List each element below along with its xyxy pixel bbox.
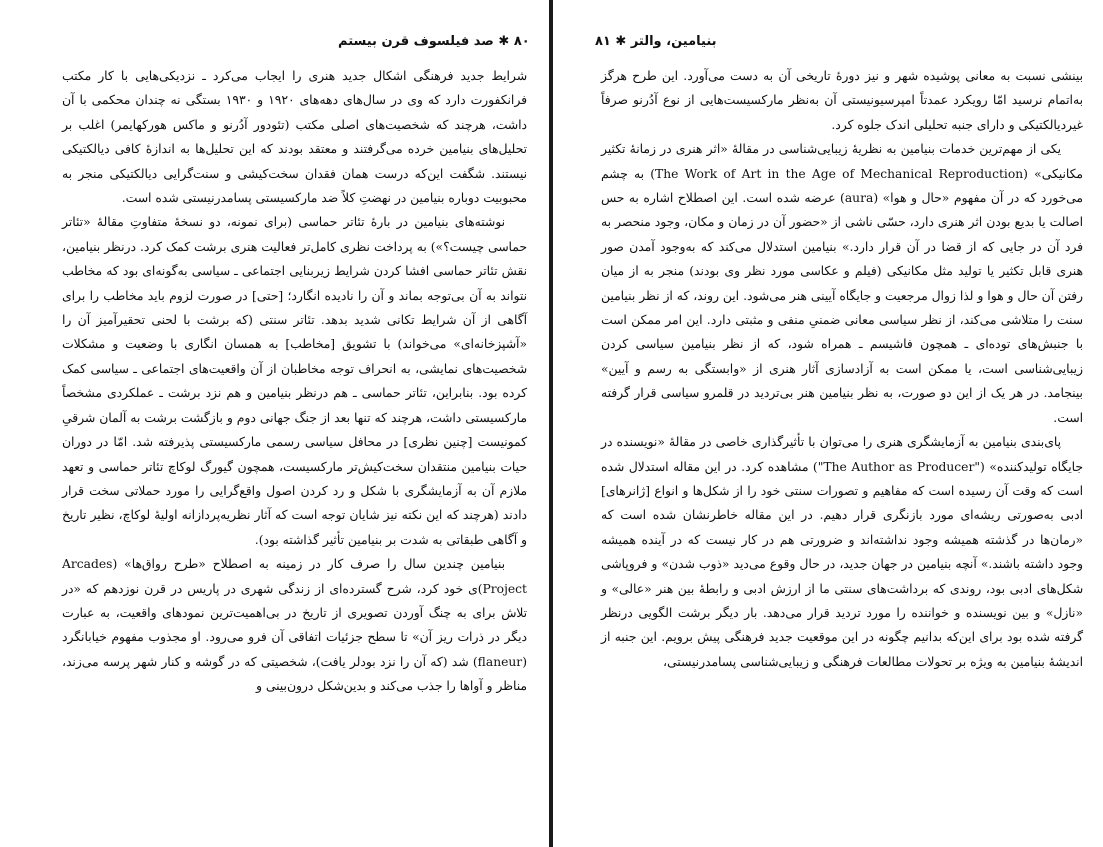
paragraph: بینشی نسبت به معانی پوشیده شهر و نیز دورهٔ تاریخی آن به دست می‌آورد. این طرح هرگز به‌اتمام نرسید امّا رویکرد عمدتاً امپرسیونیستی آن به‌نظر مارکسیست‌هایی از نوع آدُرنو صرفاً غیردیالکتیکی و دارای جنبه تحلیلی اندک جلوه کرد. bbox=[601, 69, 1083, 132]
paragraph: شرایط جدید فرهنگی اشکال جدید هنری را ایجاب می‌کرد ـ نزدیکی‌هایی با کار مکتب فرانکفورت دارد که وی در سال‌های دهه‌های ۱۹۲۰ و ۱۹۳۰ بستگی نه چندان محکمی با آن داشت، هرچند که شخصیت‌های اصلی مکتب (تئودور آدُرنو و ماکس هورکهایمر) اغلب بر تحلیل‌های بنیامین خرده می‌گرفتند و معتقد بودند که این تحلیل‌ها به اندازهٔ کافی دیالکتیکی نیستند. شگفت این‌که درست همان فقدان سخت‌کیشی و سنت‌گرایی دیالکتیکی منجر به محبوبیت دوباره بنیامین در نهضتِ کلاً ضد مارکسیستی پسامدرنیستی شده است. bbox=[62, 69, 527, 206]
paragraph: بنیامین چندین سال را صرف کار در زمینه به اصطلاح «طرح رواق‌ها» (Arcades Project)ی خود کرد، شرح گسترده‌ای از زندگی شهری در پاریس در قرن نوزدهم که «در تلاش برای به چنگ آوردن تصویری از تاریخ در بی‌اهمیت‌ترین نمودهای واقعیت، به عبارت دیگر در ذرات ریز آن» تا سطح جزئیات اتفاقی آن فرو می‌رود. او مجذوب مفهوم خیابانگرد (flaneur) شد (که آن را نزد بودلر یافت)، شخصیتی که در گوشه و کنار شهر پرسه می‌زند، مناظر و آواها را جذب می‌کند و بدین‌شکل درون‌بینی و bbox=[62, 557, 527, 694]
book-spine-divider bbox=[549, 0, 553, 847]
left-running-head: ۸۰ ✱ صد فیلسوف قرن بیستم bbox=[338, 34, 530, 49]
right-body-text bbox=[601, 64, 1083, 674]
right-page bbox=[555, 0, 1103, 847]
right-running-head: بنیامین، والتر ✱ ۸۱ bbox=[595, 34, 717, 49]
left-page bbox=[0, 0, 551, 847]
paragraph: نوشته‌های بنیامین در بارهٔ تئاتر حماسی (برای نمونه، دو نسخهٔ متفاوتِ مقالهٔ «تئاتر حماسی چیست؟») به پرداخت نظری کامل‌تر فعالیت هنری برشت کمک کرد. درنظر بنیامین، نقش تئاتر حماسی افشا کردن شرایط زیربنایی اجتماعی ـ سیاسی به‌گونه‌ای بود که مخاطب نتواند به آن بی‌توجه بماند و آن را نادیده انگارد؛ [حتی] در صورت لزوم باید مخاطب را برای آگاهی از آن شرایط تکانی شدید بدهد. تئاتر سنتی (که برشت با لحنی تحقیرآمیز آن را «آشپزخانه‌ای» می‌خواند) با تشویق [مخاطب] به همسان انگاری با وضعیت و مشکلات شخصیت‌های نمایشی، به انحراف توجه مخاطبان از آن واقعیت‌های اجتماعی ـ سیاسی کمک کرده بود. بنابراین، تئاتر حماسی ـ هم درنظر بنیامین و هم نزد برشت ـ عملکردی مشخصاً مارکسیستی داشت، هرچند که تنها بعد از جنگ جهانی دوم و بازگشت برشت به آلمان شرقیِ کمونیست [چنین نظری] در محافل سیاسی رسمی مارکسیستی پذیرفته شد. امّا در دوران حیات بنیامین منتقدان سخت‌کیش‌تر مارکسیست، همچون گیورگ لوکاچ تئاتر حماسی و تعهد ملازم آن به آزمایشگری با شکل و رد کردن اصول واقع‌گرایی را مورد حملاتی سخت قرار دادند (هرچند که این نکته نیز شایان توجه است که آثار نظریه‌پردازانه اولیهٔ لوکاچ، نظیر تاریخ و آگاهی طبقاتی به شدت بر بنیامین تأثیر گذاشته بود). bbox=[62, 215, 527, 547]
paragraph: پای‌بندی بنیامین به آزمایشگری هنری را می‌توان با تأثیرگذاری خاصی در مقالهٔ «نویسنده در جایگاه تولیدکننده» ("The Author as Producer") مشاهده کرد. در این مقاله استدلال شده است که وقت آن رسیده است که مفاهیم و تصورات سنتی خود را از شکل‌ها و انواع [ژانرهای] ادبی به‌صورتی ریشه‌ای مورد بازنگری قرار دهیم. در این مقاله خاطرنشان شده است که «رمان‌ها در گذشته همیشه وجود نداشته‌اند و ضرورتی هم در کار نیست که در آینده همیشه وجود داشته باشند.» آنچه بنیامین در جهان جدید، در حال وقوع می‌دید «ذوب شدن» و فروپاشی شکل‌های ادبی بود، روندی که برداشت‌های سنتی ما از ارزش ادبی و رابطهٔ بین هنر «عالی» و «نازل» و بین نویسنده و خواننده را مورد تردید قرار می‌دهد. بار دیگر برشت الگویی درنظر گرفته شده بود برای این‌که بدانیم چگونه در این موقعیت جدید فرهنگی پیش برویم. این جنبه از اندیشهٔ بنیامین به ویژه بر تحولات مطالعات فرهنگی و زیبایی‌شناسی پسامدرنیستی، bbox=[601, 435, 1083, 669]
left-body-text bbox=[62, 64, 527, 699]
paragraph: یکی از مهم‌ترین خدمات بنیامین به نظریهٔ زیبایی‌شناسی در مقالهٔ «اثر هنری در زمانهٔ تکثیر مکانیکی» (The Work of Art in the Age of Mechanical Reproduction) به چشم می‌خورد که در آن مفهوم «حال و هوا» (aura) عرضه شده است. این اصطلاح اشاره به حس اصالت یا بدیع بودن اثر هنری دارد، حسّی ناشی از «حضور آن در زمان و مکان، وجود منحصر به فرد آن در جایی که از قضا در آن قرار دارد.» بنیامین استدلال می‌کند که به‌وجود آمدن صور هنری قابل تکثیر یا تولید مثل مکانیکی (فیلم و عکاسی مورد نظر وی بودند) منجر به از میان رفتن آن حال و هوا و لذا زوال مرجعیت و جایگاه آیینی هنر می‌شود. این روند، که از نظر بنیامین سنت را متلاشی می‌کند، از نظر سیاسی معانی ضمنیِ منفی و مثبتی دارد. این امر ممکن است با جنبش‌های توده‌ای ـ همچون فاشیسم ـ همراه شود، که از نظر بنیامین سیاسی کردن زیبایی‌شناسی است، یا ممکن است به آزادسازی آثار هنری از «وابستگی به رسم و آیین» بینجامد. در هر یک از این دو صورت، به نظر بنیامین هنر بی‌تردید در قلمرو سیاسی قرار گرفته است. bbox=[601, 142, 1083, 425]
